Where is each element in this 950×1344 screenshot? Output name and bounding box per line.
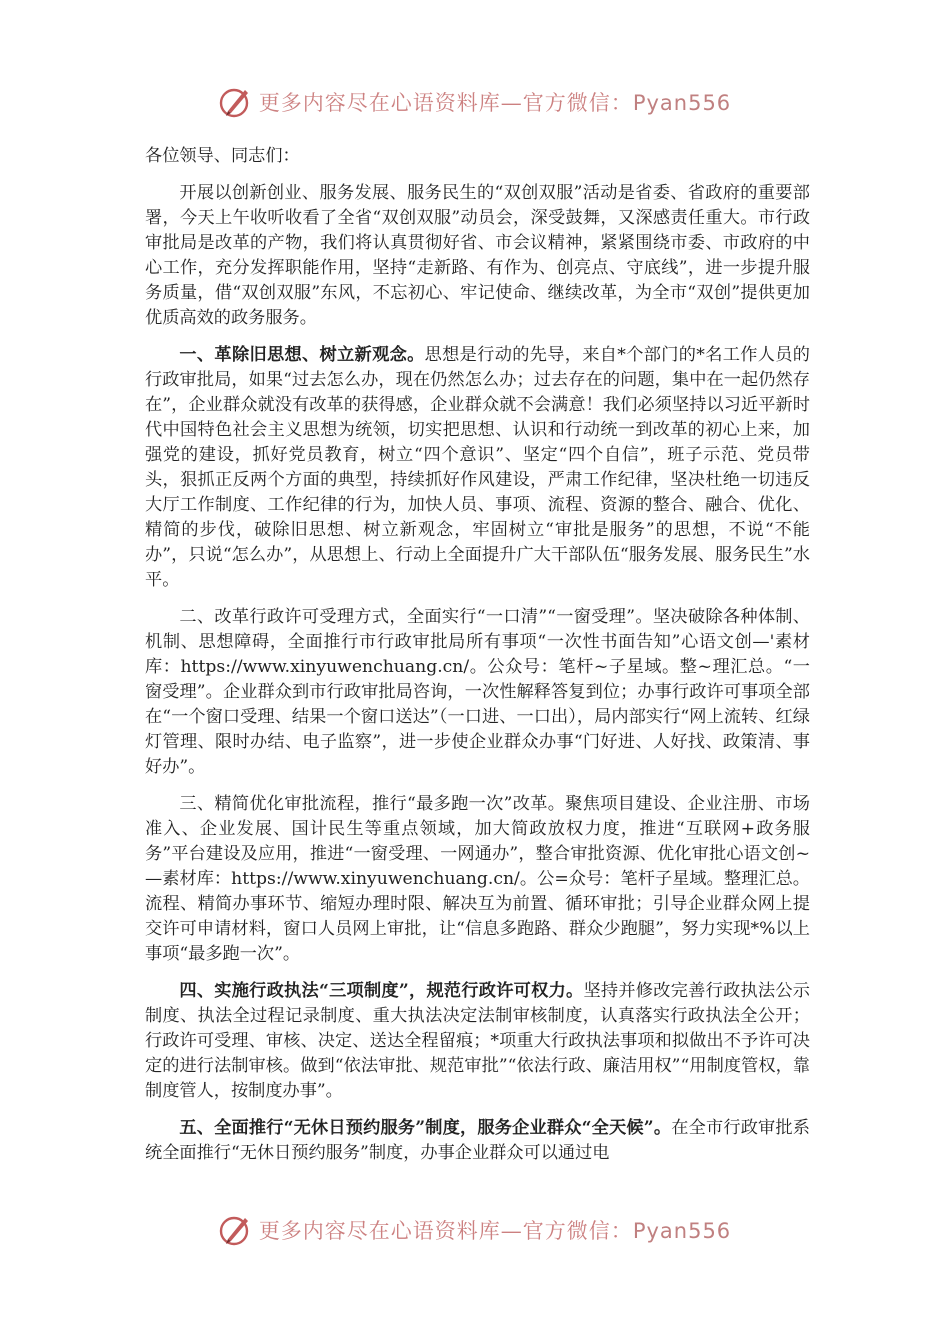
salutation: 各位领导、同志们： — [145, 146, 300, 166]
pen-logo-icon — [219, 85, 253, 119]
banner-wechat-id: Pyan556 — [632, 91, 732, 115]
section-paragraph-4 — [145, 979, 810, 1104]
intro-paragraph: 开展以创新创业、服务发展、服务民生的“双创双服”活动是省委、省政府的重要部署，今天上午收听收看了全省“双创双服”动员会，深受鼓舞，又深感责任重大。市行政审批局是改革的产物，我们将认真贯彻好省、市会议精神，紧紧围绕市委、市政府的中心工作，充分发挥职能作用，坚持“走新路、有作为、创亮点、守底线”，进一步提升服务质量，借“双创双服”东风，不忘初心、牢记使命、继续改革，为全市“双创”提供更加优质高效的政务服务。 — [145, 183, 810, 328]
section-paragraph-1 — [145, 343, 810, 593]
section-paragraph-5 — [145, 1116, 810, 1166]
section-body: 聚焦项目建设、企业注册、市场准入、企业发展、国计民生等重点领域，加大简政放权力度，推进“互联网+政务服务”平台建设及应用，推进“一窗受理、一网通办”，整合审批资源、优化审批心语文创~—素材库：https://www.xinyuwenchuang.cn/。公=众号：笔杆子星域。整理汇总。流程、精简办事环节、缩短办理时限、解决互为前置、循环审批；引导企业群众网上提交许可申请材料，窗口人员网上审批，让“信息多跑路、群众少跑腿”，努力实现*%以上事项“最多跑一次”。 — [145, 794, 810, 964]
banner-text: 更多内容尽在心语资料库—官方微信：Pyan556 — [258, 91, 732, 115]
header-watermark-banner — [0, 82, 950, 122]
section-paragraph-3 — [145, 792, 810, 967]
document-body — [145, 144, 810, 1178]
section-heading: 三、精简优化审批流程，推行“最多跑一次”改革。 — [179, 794, 566, 814]
section-body: 在全市行政审批系统全面推行“无休日预约服务”制度，办事企业群众可以通过电 — [145, 1118, 810, 1163]
section-body: 坚决破除各种体制、机制、思想障碍，全面推行市行政审批局所有事项“一次性书面告知”心语文创—'素材库：https://www.xinyuwenchuang.cn/。公众号：笔杆~子星域。整~理汇总。“一窗受理”。企业群众到市行政审批局咨询，一次性解释答复到位；办事行政许可事项全部在“一个窗口受理、结果一个窗口送达”（一口进、一口出），局内部实行“网上流转、红绿灯管理、限时办结、电子监察”，进一步使企业群众办事“门好进、人好找、政策清、事好办”。 — [145, 607, 810, 777]
banner-wechat-id: Pyan556 — [632, 1219, 732, 1243]
banner-text: 更多内容尽在心语资料库—官方微信：Pyan556 — [258, 1219, 732, 1243]
pen-logo-icon — [219, 1213, 253, 1247]
section-body: 思想是行动的先导，来自*个部门的*名工作人员的行政审批局，如果“过去怎么办，现在仍然怎么办；过去存在的问题，集中在一起仍然存在”，企业群众就没有改革的获得感，企业群众就不会满意！我们必须坚持以习近平新时代中国特色社会主义思想为统领，切实把思想、认识和行动统一到改革的初心上来，加强党的建设，抓好党员教育，树立“四个意识”、坚定“四个自信”，班子示范、党员带头，狠抓正反两个方面的典型，持续抓好作风建设，严肃工作纪律，坚决杜绝一切违反大厅工作制度、工作纪律的行为，加快人员、事项、流程、资源的整合、融合、优化、精简的步伐，破除旧思想、树立新观念，牢固树立“审批是服务”的思想，不说“不能办”，只说“怎么办”，从思想上、行动上全面提升广大干部队伍“服务发展、服务民生”水平。 — [145, 345, 810, 590]
section-heading: 五、全面推行“无休日预约服务”制度，服务企业群众“全天候”。 — [179, 1118, 672, 1138]
section-heading: 二、改革行政许可受理方式，全面实行“一口清”“一窗受理”。 — [179, 607, 653, 627]
footer-watermark-banner — [0, 1210, 950, 1250]
section-heading: 一、革除旧思想、树立新观念。 — [179, 345, 425, 365]
section-heading: 四、实施行政执法“三项制度”，规范行政许可权力。 — [179, 981, 584, 1001]
section-body: 坚持并修改完善行政执法公示制度、执法全过程记录制度、重大执法决定法制审核制度，认真落实行政执法全公开；行政许可受理、审核、决定、送达全程留痕；*项重大行政执法事项和拟做出不予许可决定的进行法制审核。做到“依法审批、规范审批”“依法行政、廉洁用权”“用制度管权，靠制度管人，按制度办事”。 — [145, 981, 810, 1101]
section-paragraph-2 — [145, 605, 810, 780]
